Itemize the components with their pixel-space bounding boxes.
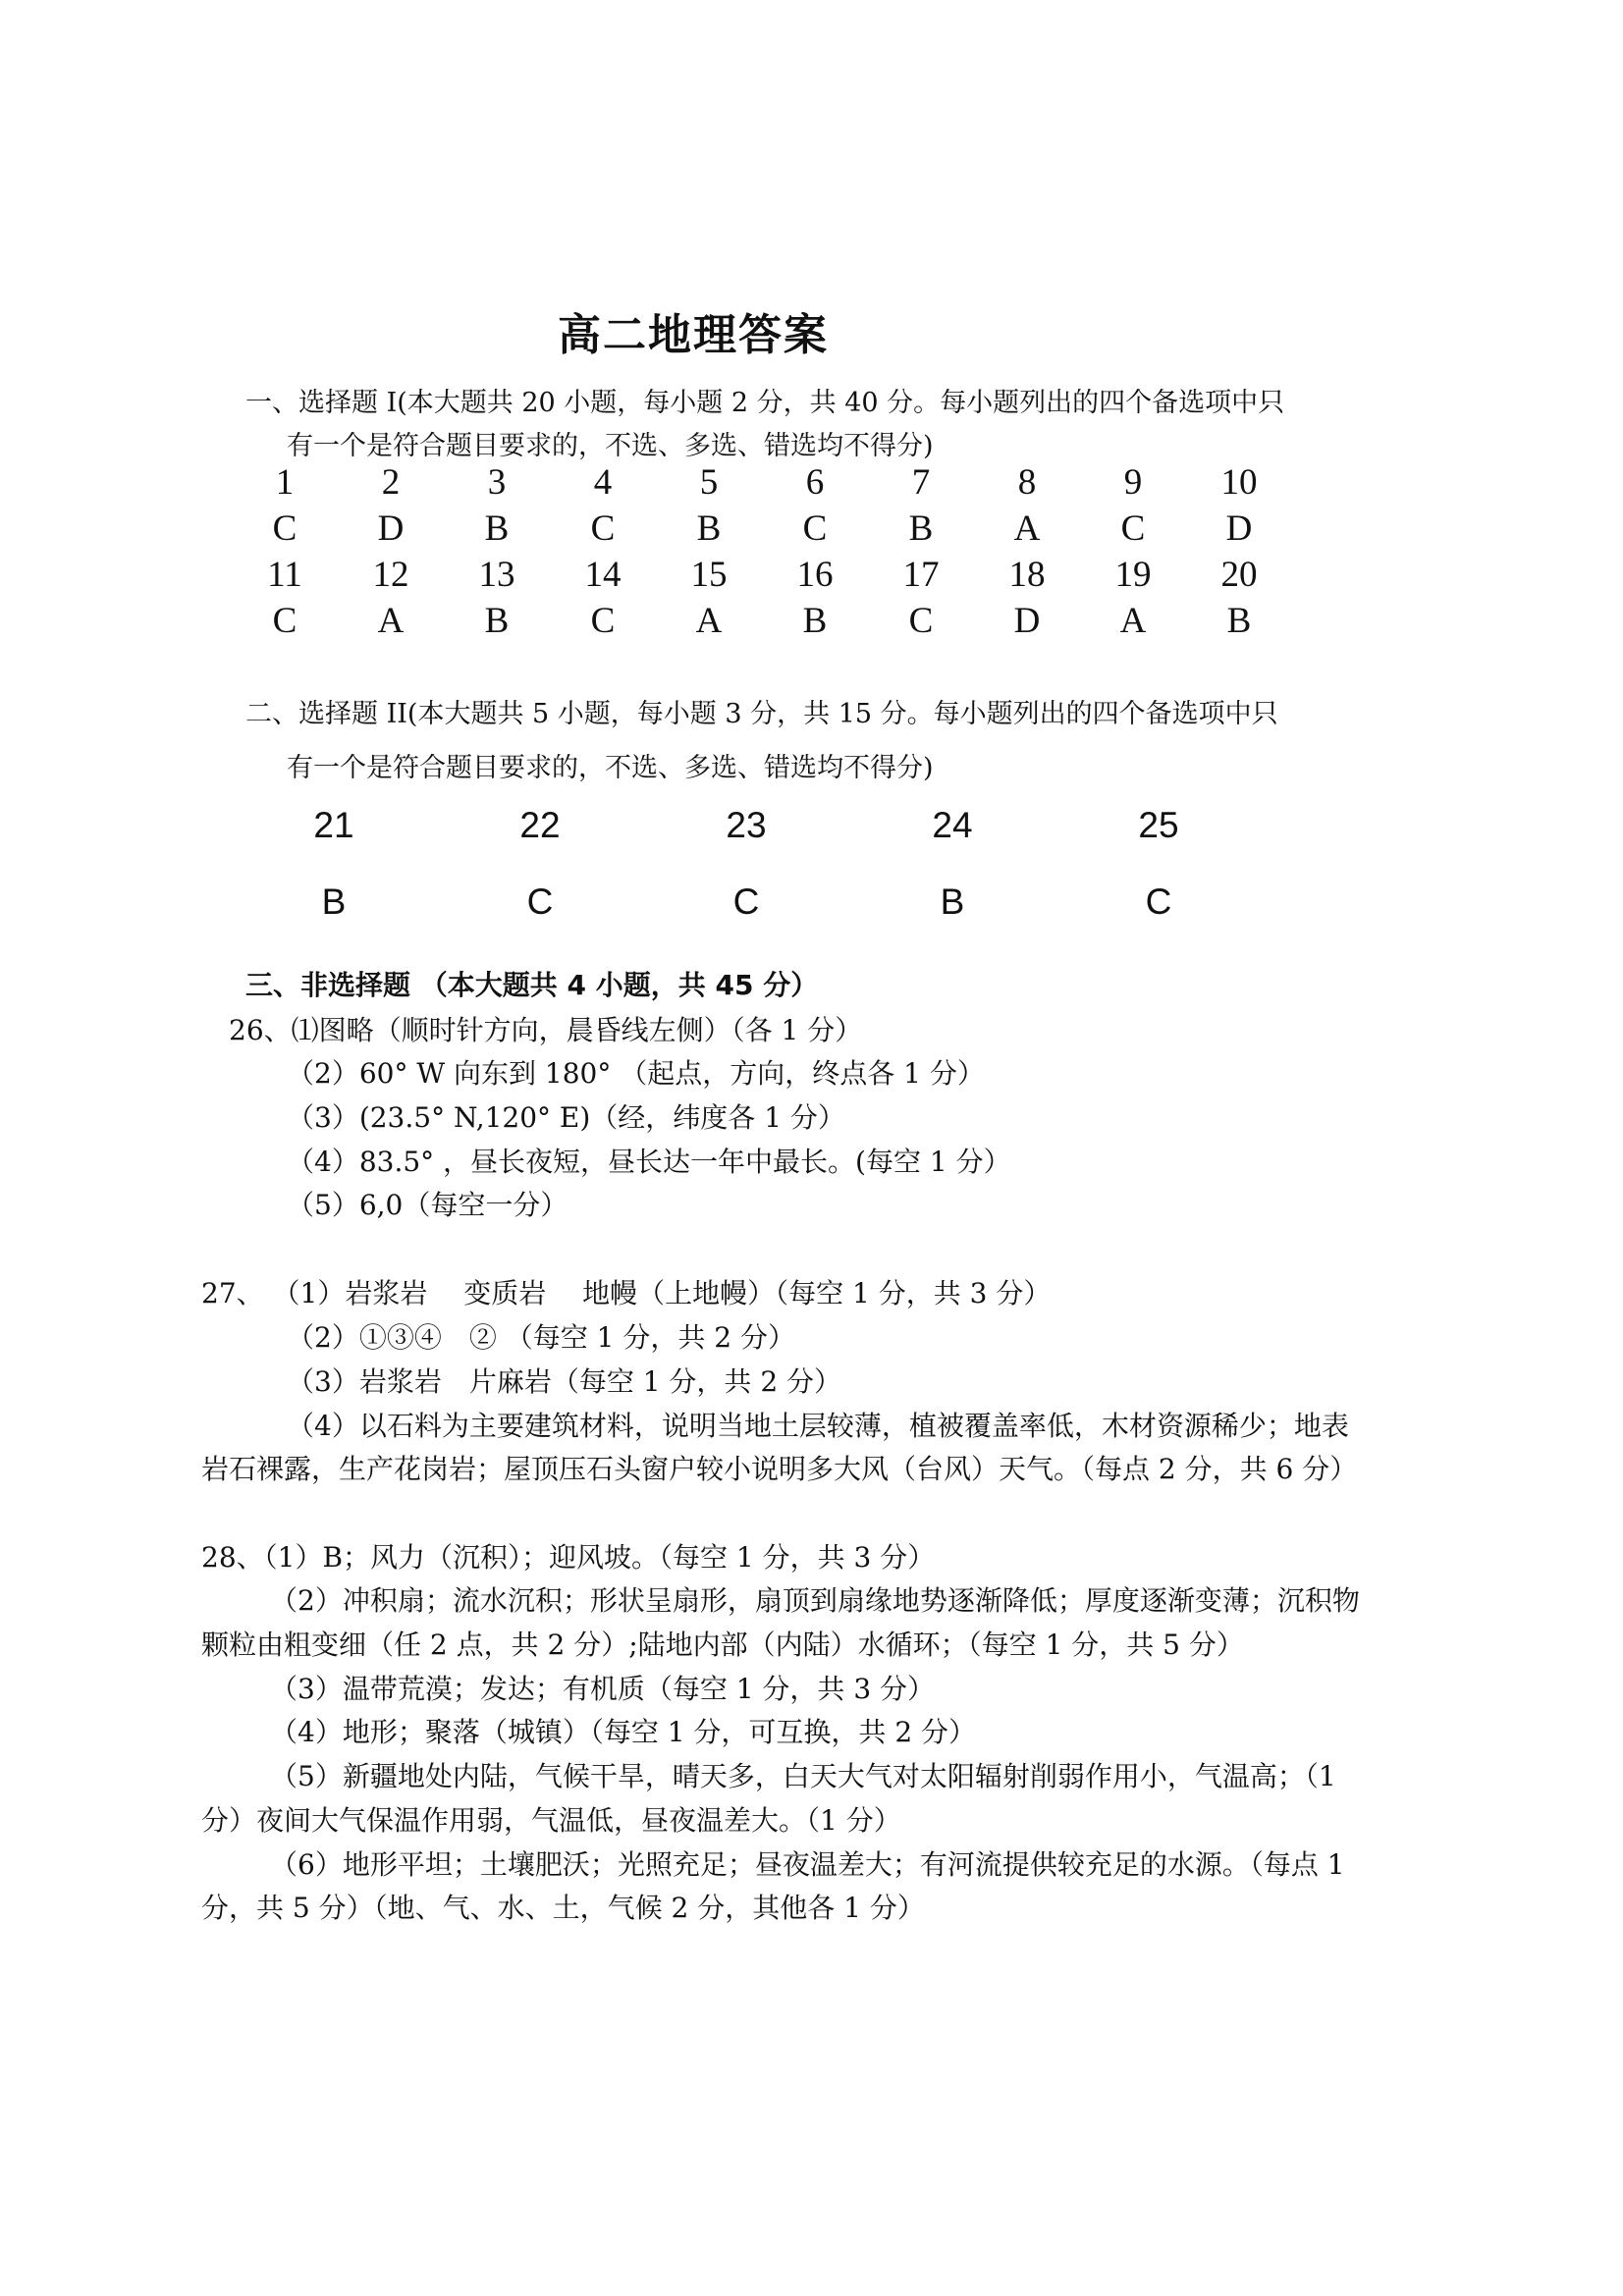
q-number: 23 — [726, 805, 767, 845]
section2-heading-line1: 二、选择题 II(本大题共 5 小题，每小题 3 分，共 15 分。每小题列出的四个备选项中只 — [245, 699, 1278, 729]
q-answer: B — [940, 881, 965, 922]
q-answer: D — [1225, 508, 1253, 549]
q-answer: C — [1120, 508, 1146, 549]
q-answer: A — [1119, 601, 1147, 641]
q-answer: A — [377, 601, 405, 641]
q-number: 2 — [381, 462, 401, 503]
q-number: 12 — [372, 555, 409, 595]
q26-line: （3）(23.5° N,120° E)（经，纬度各 1 分） — [287, 1101, 845, 1134]
q-number: 1 — [275, 462, 295, 503]
q-answer: B — [1226, 601, 1252, 641]
section1-answer-grid — [232, 459, 1292, 644]
q-answer: B — [484, 601, 510, 641]
section3-heading: 三、非选择题 （本大题共 4 小题，共 45 分） — [245, 969, 819, 1001]
q-answer: C — [1145, 881, 1172, 922]
q-number: 10 — [1220, 462, 1258, 503]
q-number: 11 — [267, 555, 302, 595]
section1-heading-line1: 一、选择题 I(本大题共 20 小题，每小题 2 分，共 40 分。每小题列出的四个备选项中只 — [245, 388, 1285, 418]
q26-line: 26、⑴图略（顺时针方向，晨昏线左侧）（各 1 分） — [229, 1014, 863, 1046]
q27-line: （3）岩浆岩 片麻岩（每空 1 分，共 2 分） — [287, 1365, 842, 1398]
q-answer: D — [1013, 601, 1041, 641]
q28-line: （5）新疆地处内陆，气候干旱，晴天多，白天大气对太阳辐射削弱作用小，气温高；（1 — [270, 1760, 1336, 1792]
q-number: 20 — [1220, 555, 1258, 595]
q28-line: （6）地形平坦；土壤肥沃；光照充足；昼夜温差大；有河流提供较充足的水源。（每点 1 — [270, 1848, 1345, 1881]
q28-line: （4）地形；聚落（城镇）（每空 1 分，可互换，共 2 分） — [270, 1716, 977, 1748]
q27-line: 27、 （1）岩浆岩 变质岩 地幔（上地幔）（每空 1 分，共 3 分） — [201, 1277, 1052, 1309]
section1-heading-line2: 有一个是符合题目要求的，不选、多选、错选均不得分) — [287, 431, 934, 461]
q26-line: （2）60° W 向东到 180° （起点，方向，终点各 1 分） — [287, 1057, 985, 1090]
q-number: 4 — [593, 462, 613, 503]
q-answer: C — [590, 601, 616, 641]
q-answer: A — [1013, 508, 1041, 549]
q26-line: （5）6,0（每空一分） — [287, 1189, 568, 1221]
q-answer: B — [321, 881, 347, 922]
page-title: 高二地理答案 — [558, 310, 829, 360]
q-number: 24 — [932, 805, 973, 845]
q-number: 9 — [1123, 462, 1143, 503]
q-answer: A — [695, 601, 723, 641]
q-number: 21 — [313, 805, 354, 845]
q28-line: （3）温带荒漠；发达；有机质（每空 1 分，共 3 分） — [270, 1673, 936, 1705]
q-answer: B — [484, 508, 510, 549]
q-answer: D — [377, 508, 405, 549]
q28-line: （2）冲积扇；流水沉积；形状呈扇形，扇顶到扇缘地势逐渐降低；厚度逐渐变薄；沉积物 — [270, 1584, 1360, 1617]
q-answer: C — [732, 881, 760, 922]
q-number: 3 — [487, 462, 507, 503]
q-answer: C — [272, 508, 298, 549]
q-number: 14 — [584, 555, 622, 595]
q28-line: 分，共 5 分）（地、气、水、土，气候 2 分，其他各 1 分） — [201, 1892, 925, 1924]
q-number: 13 — [478, 555, 515, 595]
q-number: 7 — [911, 462, 931, 503]
q-number: 5 — [699, 462, 719, 503]
q-number: 19 — [1114, 555, 1152, 595]
q-answer: B — [696, 508, 722, 549]
q-number: 18 — [1008, 555, 1046, 595]
q-answer: B — [802, 601, 828, 641]
q-number: 22 — [519, 805, 561, 845]
q-answer: C — [802, 508, 828, 549]
q28-line: 分）夜间大气保温作用弱，气温低，昼夜温差大。（1 分） — [201, 1804, 901, 1837]
q-number: 15 — [690, 555, 728, 595]
section2-answer-row — [231, 881, 1262, 923]
q-number: 8 — [1017, 462, 1037, 503]
q27-line: （2）①③④ ② （每空 1 分，共 2 分） — [287, 1321, 795, 1354]
q28-line: 28、（1）B；风力（沉积）；迎风坡。（每空 1 分，共 3 分） — [201, 1541, 936, 1574]
q27-line: （4）以石料为主要建筑材料，说明当地土层较薄，植被覆盖率低，木材资源稀少；地表 — [287, 1410, 1349, 1442]
q-number: 16 — [796, 555, 834, 595]
q27-line: 岩石裸露，生产花岗岩；屋顶压石头窗户较小说明多大风（台风）天气。（每点 2 分，共 6 分） — [201, 1453, 1358, 1485]
q-number: 17 — [902, 555, 940, 595]
q28-line: 颗粒由粗变细（任 2 点，共 2 分）;陆地内部（内陆）水循环；（每空 1 分，共 5 分） — [201, 1629, 1244, 1661]
q-number: 6 — [805, 462, 825, 503]
q-answer: C — [272, 601, 298, 641]
section2-number-row — [231, 805, 1262, 846]
q-answer: C — [526, 881, 554, 922]
q-answer: C — [908, 601, 934, 641]
q26-line: （4）83.5° ，昼长夜短，昼长达一年中最长。(每空 1 分） — [287, 1146, 1011, 1178]
section2-heading-line2: 有一个是符合题目要求的，不选、多选、错选均不得分) — [287, 753, 934, 783]
q-answer: B — [908, 508, 934, 549]
q-answer: C — [590, 508, 616, 549]
q-number: 25 — [1138, 805, 1179, 845]
